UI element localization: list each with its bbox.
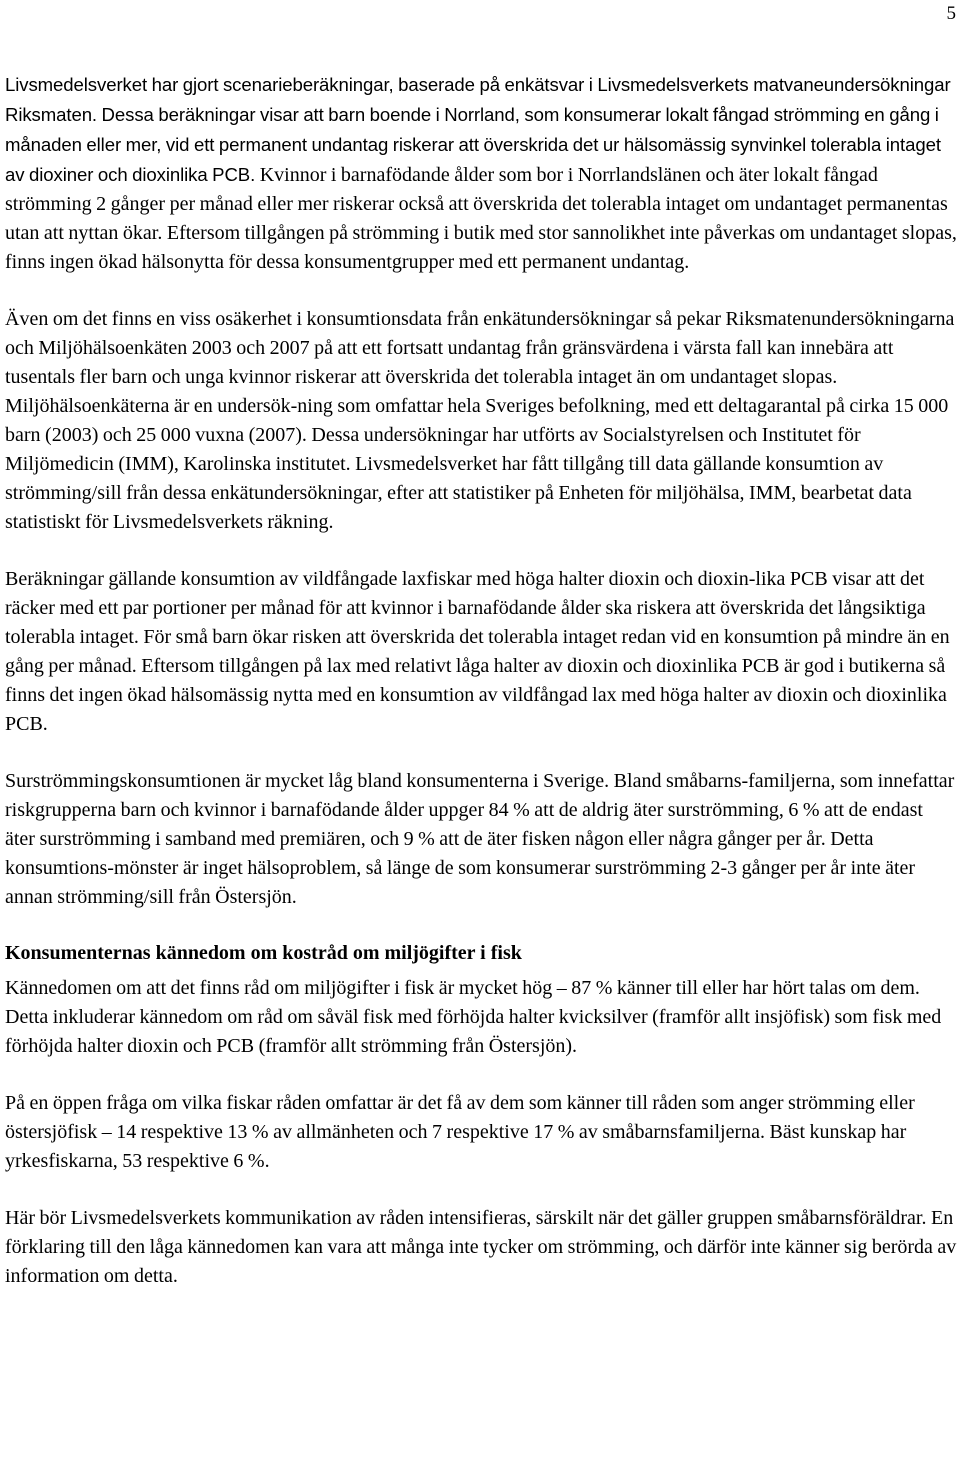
paragraph-scenario-calculations-sans-part: Livsmedelsverket har gjort scenarieberäkningar, baserade på enkätsvar i Livsmedelsverkets matvaneundersökningar Riksmaten. Dessa beräkningar visar att barn boende i Norrland, som konsumerar lokalt fångad strömming en gång i månaden eller mer, vid ett permanent undantag riskerar att överskrida det ur hälsomässig synvinkel tolerabla intaget av dioxiner och dioxinlika PCB. [5,74,951,185]
paragraph-consumption-data-uncertainty: Även om det finns en viss osäkerhet i konsumtionsdata från enkätundersökningar så pekar Riksmatenundersökningarna och Miljöhälsoenkäten 2003 och 2007 på att ett fortsatt undantag från gränsvärdena i värsta fall kan innebära att tusentals fler barn och unga kvinnor riskerar att överskrida det tolerabla intaget än om undantaget slopas. Miljöhälsoenkäterna är en undersök-ning som omfattar hela Sveriges befolkning, med ett deltagarantal på cirka 15 000 barn (2003) och 25 000 vuxna (2007). Dessa undersökningar har utförts av Socialstyrelsen och Institutet för Miljömedicin (IMM), Karolinska institutet. Livsmedelsverket har fått tillgång till data gällande konsumtion av strömming/sill från dessa enkätundersökningar, efter att statistiker på Enheten för miljöhälsa, IMM, bearbetat data statistiskt för Livsmedelsverkets räkning. [5,308,955,533]
paragraph-open-question-results: På en öppen fråga om vilka fiskar råden omfattar är det få av dem som känner till råden som anger strömming eller östersjöfisk – 14 respektive 13 % av allmänheten och 7 respektive 17 % av småbarnsfamiljerna. Bäst kunskap har yrkesfiskarna, 53 respektive 6 %. [5,1092,915,1172]
page-number: 5 [946,3,956,24]
paragraph-scenario-calculations-serif-part: Kvinnor i barnafödande ålder som bor i Norrlandslänen och äter lokalt fångad strömming 2 gånger per månad eller mer riskerar också att överskrida det tolerabla intaget om undantaget permanentas utan att nyttan ökar. Eftersom tillgången på strömming i butik med stor sannolikhet inte påverkas om undantaget slopas, finns ingen ökad hälsonytta för dessa konsumentgrupper med ett permanent undantag. [5,164,957,273]
document-body [5,70,957,1291]
paragraph-wild-salmon-consumption: Beräkningar gällande konsumtion av vildfångade laxfiskar med höga halter dioxin och dioxin-lika PCB visar att det räcker med ett par portioner per månad för att kvinnor i barnafödande ålder ska riskera att överskrida det långsiktiga tolerabla intaget. För små barn ökar risken att överskrida det tolerabla intaget redan vid en konsumtion på mindre än en gång per månad. Eftersom tillgången på lax med relativt låga halter av dioxin och dioxinlika PCB är god i butikerna så finns det ingen ökad hälsomässig nytta med en konsumtion av vildfångad lax med höga halter av dioxin och dioxinlika PCB. [5,568,950,735]
paragraph-surstromming-consumption: Surströmmingskonsumtionen är mycket låg bland konsumenterna i Sverige. Bland småbarns-familjerna, som innefattar riskgrupperna barn och kvinnor i barnafödande ålder uppger 84 % att de aldrig äter surströmming, 6 % att de endast äter surströmming i samband med premiären, och 9 % att de äter fisken någon eller några gånger per år. Detta konsumtions-mönster är inget hälsoproblem, så länge de som konsumerar surströmming 2-3 gånger per år inte äter annan strömming/sill från Östersjön. [5,770,955,908]
paragraph-awareness-level: Kännedomen om att det finns råd om miljögifter i fisk är mycket hög – 87 % känner till eller har hört talas om dem. Detta inkluderar kännedom om råd om såväl fisk med förhöjda halter kvicksilver (framför allt insjöfisk) som fisk med förhöjda halter dioxin och PCB (framför allt strömming från Östersjön). [5,977,942,1057]
section-heading-consumer-awareness: Konsumenternas kännedom om kostråd om miljögifter i fisk [5,942,522,964]
paragraph-communication-recommendation: Här bör Livsmedelsverkets kommunikation av råden intensifieras, särskilt när det gäller gruppen småbarnsföräldrar. En förklaring till den låga kännedomen kan vara att många inte tycker om strömming, och därför inte känner sig berörda av information om detta. [5,1207,957,1287]
paragraph-scenario-calculations [5,70,957,277]
